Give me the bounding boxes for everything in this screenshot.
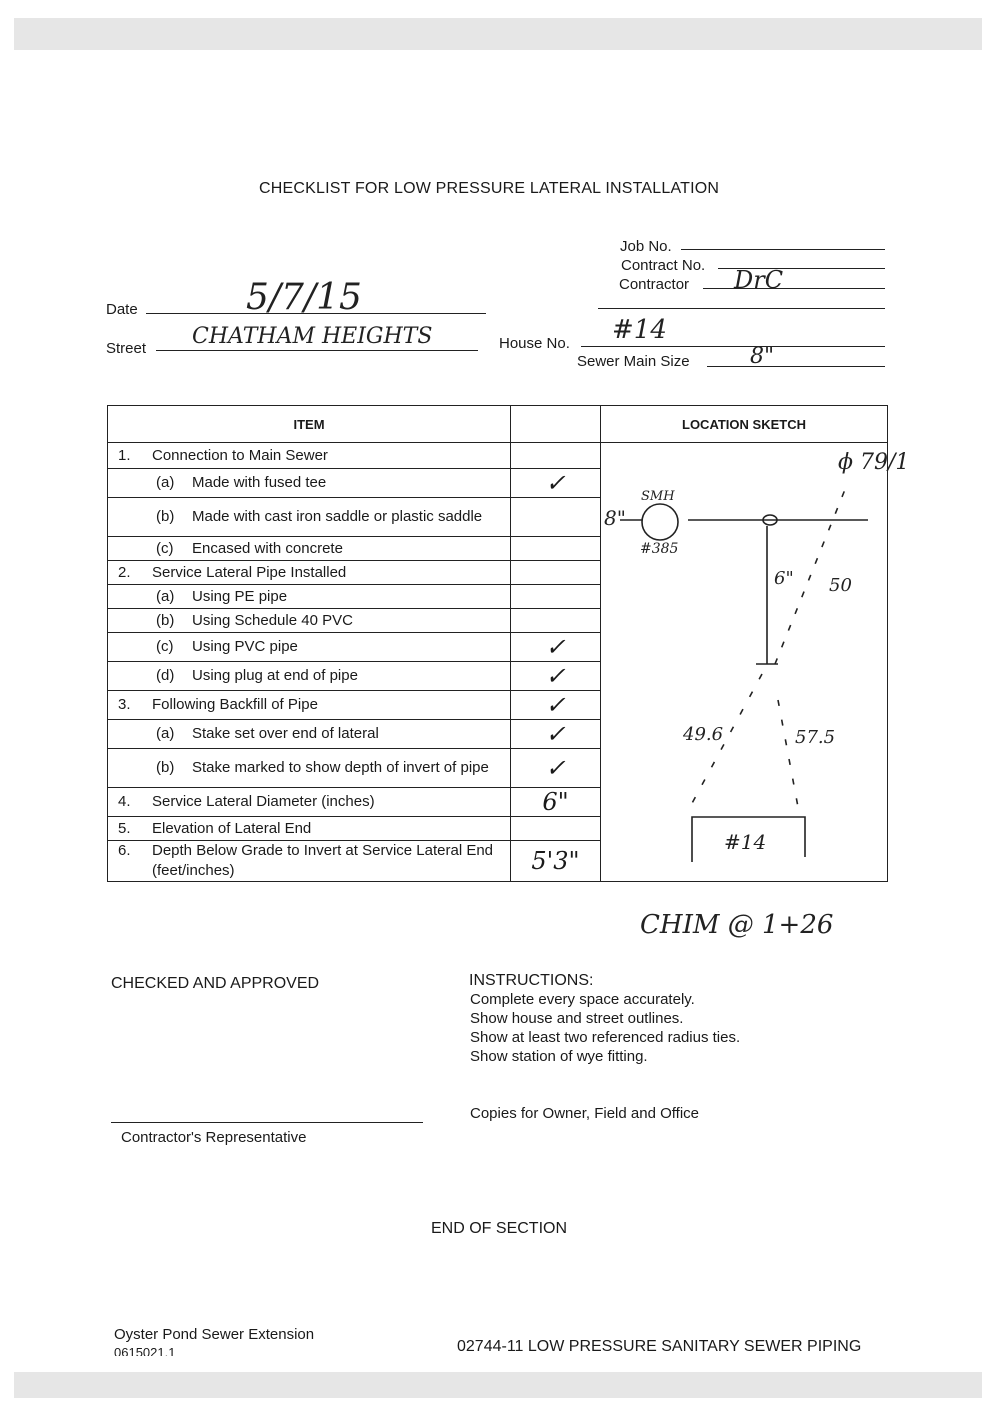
item-number: 3. [118, 696, 131, 713]
contractor-value: DrC [734, 266, 784, 294]
check-column-header [511, 406, 601, 443]
item-text: Made with fused tee [192, 474, 327, 491]
check-cell[interactable] [511, 498, 601, 537]
check-cell[interactable] [511, 817, 601, 841]
item-cell [108, 720, 511, 749]
item-number: 4. [118, 793, 131, 810]
item-cell [108, 662, 511, 691]
check-cell[interactable] [511, 561, 601, 585]
item-text: Elevation of Lateral End [152, 819, 312, 837]
checked-approved-label: CHECKED AND APPROVED [111, 975, 320, 992]
check-cell[interactable]: ✓ [511, 749, 601, 788]
item-sub-letter: (b) [156, 611, 175, 629]
item-number: 2. [118, 563, 131, 581]
item-number: 1. [118, 446, 131, 464]
item-cell [108, 561, 511, 585]
station-label: CHIM @ 1+26 [640, 910, 834, 940]
item-text: Encased with concrete [192, 539, 343, 557]
item-sub-letter: (c) [156, 539, 174, 557]
contractor-rep-signature-line[interactable] [111, 1122, 423, 1123]
main-size-sketch-label: 8" [604, 506, 626, 530]
street-label: Street [106, 340, 147, 357]
contractor-field[interactable] [703, 288, 885, 289]
item-cell [108, 609, 511, 633]
item-text: Service Lateral Diameter (inches) [152, 793, 375, 810]
contractor-rep-label: Contractor's Representative [121, 1129, 307, 1146]
footer-project: Oyster Pond Sewer Extension [114, 1326, 315, 1343]
item-sub-letter: (d) [156, 667, 175, 684]
job-no-field[interactable] [681, 249, 885, 250]
item-cell [108, 585, 511, 609]
item-cell [108, 498, 511, 537]
smh-label: SMH [641, 489, 675, 504]
instructions-heading: INSTRUCTIONS: [469, 972, 594, 989]
street-field[interactable] [156, 350, 478, 351]
check-cell[interactable]: ✓ [511, 469, 601, 498]
date-label: Date [106, 301, 138, 318]
instruction-line-3: Show at least two referenced radius ties. [470, 1029, 741, 1046]
item-text: Connection to Main Sewer [152, 446, 328, 464]
blank-line [598, 308, 885, 309]
check-cell[interactable] [511, 609, 601, 633]
tie-line-right [778, 700, 798, 807]
scan-bottom-border [14, 1372, 982, 1398]
location-sketch [600, 442, 887, 950]
check-cell[interactable]: ✓ [511, 662, 601, 691]
item-sub-letter: (b) [156, 508, 175, 525]
item-text: Using plug at end of pipe [192, 667, 358, 684]
footer-section: 02744-11 LOW PRESSURE SANITARY SEWER PIPING [457, 1338, 862, 1354]
item-text: Service Lateral Pipe Installed [152, 563, 347, 581]
instruction-line-1: Complete every space accurately. [470, 991, 695, 1008]
item-cell [108, 469, 511, 498]
table-header-row [108, 406, 888, 443]
check-cell[interactable] [511, 537, 601, 561]
tie-left-label: 49.6 [683, 724, 724, 745]
house-no-label: House No. [499, 335, 570, 352]
sewer-main-size-field[interactable] [707, 366, 885, 367]
item-cell [108, 537, 511, 561]
item-cell [108, 691, 511, 720]
check-cell[interactable]: ✓ [511, 720, 601, 749]
check-cell[interactable]: 5'3" [511, 841, 601, 882]
check-cell[interactable] [511, 585, 601, 609]
item-sub-letter: (a) [156, 587, 175, 605]
instruction-line-2: Show house and street outlines. [470, 1010, 684, 1027]
pole-tie-label: ϕ 79/1 [838, 450, 910, 475]
item-text: Depth Below Grade to Invert at Service Lateral End (feet/inches) [152, 842, 494, 879]
job-no-label: Job No. [620, 238, 672, 255]
end-of-section: END OF SECTION [431, 1220, 568, 1237]
item-text: Made with cast iron saddle or plastic saddle [192, 508, 483, 525]
footer-project-number: 0615021.1 [114, 1346, 176, 1356]
copies-note: Copies for Owner, Field and Office [470, 1105, 699, 1122]
check-cell[interactable] [511, 443, 601, 469]
item-text: Using PVC pipe [192, 638, 298, 655]
house-sketch-label: #14 [724, 830, 767, 854]
tie-right-label: 57.5 [795, 727, 836, 748]
item-cell [108, 443, 511, 469]
item-cell [108, 749, 511, 788]
item-text: Stake marked to show depth of invert of pipe [192, 759, 489, 776]
sewer-main-size-label: Sewer Main Size [577, 353, 690, 370]
item-number: 6. [118, 842, 131, 859]
item-number: 5. [118, 819, 131, 837]
item-cell [108, 841, 511, 882]
instruction-line-4: Show station of wye fitting. [470, 1048, 648, 1065]
item-text: Following Backfill of Pipe [152, 696, 318, 713]
item-cell [108, 817, 511, 841]
item-text: Using Schedule 40 PVC [192, 611, 353, 629]
check-cell[interactable]: ✓ [511, 633, 601, 662]
item-column-header: ITEM [108, 406, 511, 443]
page-title: CHECKLIST FOR LOW PRESSURE LATERAL INSTALLATION [259, 180, 720, 197]
item-cell [108, 633, 511, 662]
item-sub-letter: (a) [156, 474, 175, 491]
check-cell[interactable]: 6" [511, 788, 601, 817]
item-text: Using PE pipe [192, 587, 288, 605]
street-value: CHATHAM HEIGHTS [192, 324, 433, 349]
item-cell [108, 788, 511, 817]
item-sub-letter: (a) [156, 725, 175, 742]
tie-upper-label: 50 [829, 575, 852, 596]
house-no-field[interactable] [581, 346, 885, 347]
item-sub-letter: (c) [156, 638, 174, 655]
item-text: Stake set over end of lateral [192, 725, 379, 742]
item-sub-letter: (b) [156, 759, 175, 776]
location-sketch-header: LOCATION SKETCH [601, 406, 888, 443]
contract-no-label: Contract No. [621, 257, 706, 274]
lateral-size-sketch-label: 6" [774, 568, 794, 589]
date-value: 5/7/15 [246, 277, 362, 318]
manhole-symbol [642, 504, 678, 540]
scan-top-border [14, 18, 982, 50]
house-no-value: #14 [612, 315, 667, 345]
smh-number-label: #385 [640, 541, 679, 557]
check-cell[interactable]: ✓ [511, 691, 601, 720]
contractor-label: Contractor [619, 276, 690, 293]
sewer-main-size-value: 8" [750, 344, 775, 369]
